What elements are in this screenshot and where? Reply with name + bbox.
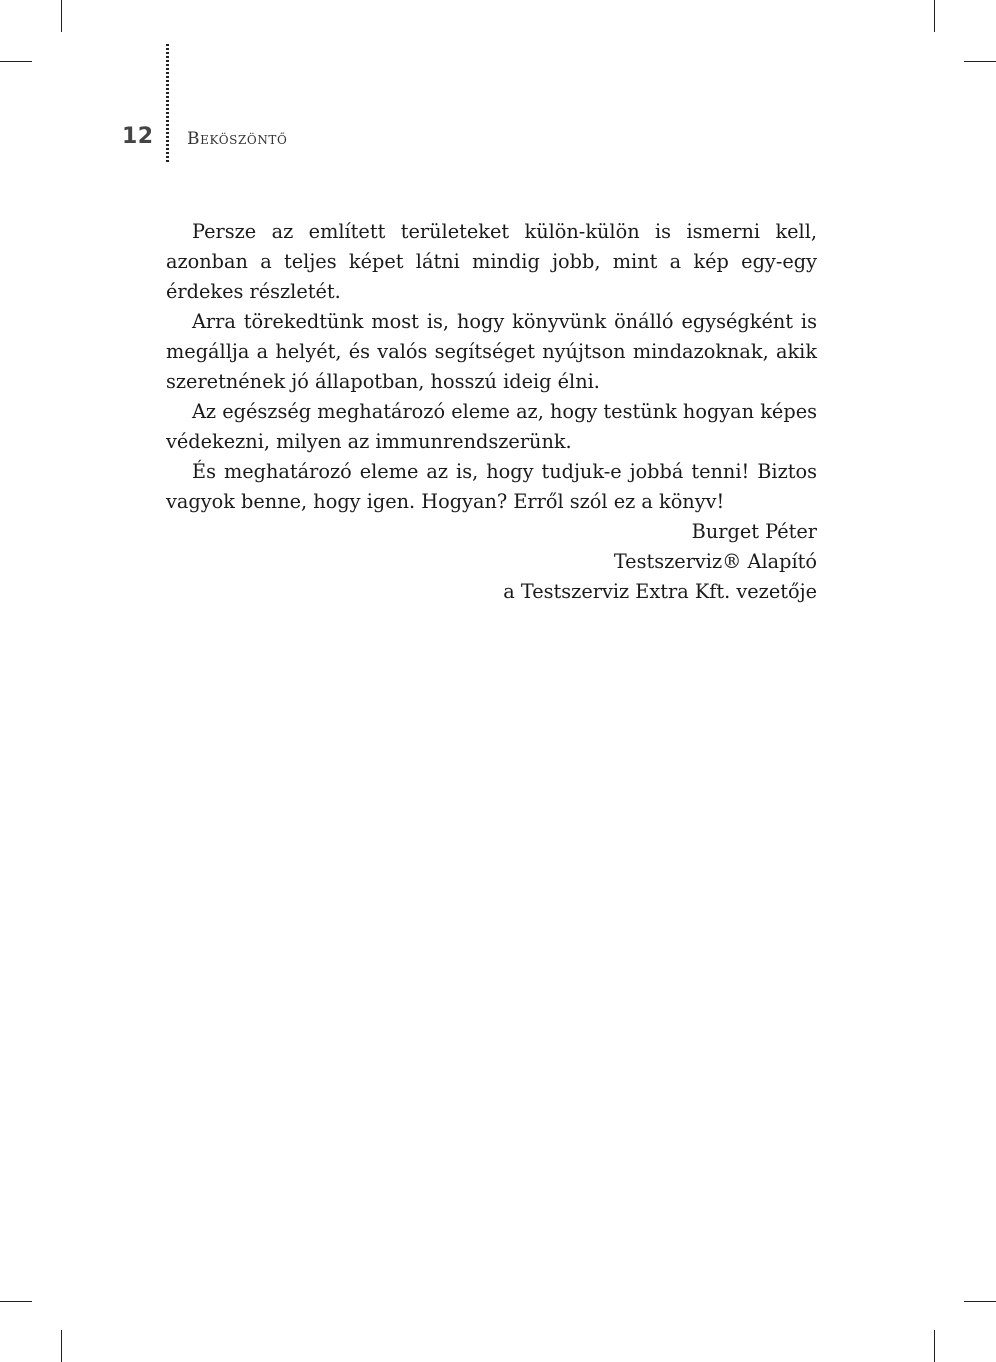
crop-mark-bottom-right (934, 1330, 935, 1362)
crop-mark-left-bottom (0, 1301, 32, 1302)
header-divider (166, 44, 169, 162)
signature-title: Testszerviz® Alapító (613, 550, 817, 573)
crop-mark-top-right (934, 0, 935, 32)
signature-block (166, 517, 817, 607)
crop-mark-left-top (0, 61, 32, 62)
body-text (166, 217, 817, 517)
paragraph: És meghatározó eleme az is, hogy tudjuk-e jobbá tenni! Biztos vagyok benne, hogy igen. Hogyan? Erről szól ez a könyv! (166, 460, 817, 513)
crop-mark-top-left (61, 0, 62, 32)
crop-mark-right-bottom (964, 1301, 996, 1302)
crop-mark-bottom-left (61, 1330, 62, 1362)
crop-mark-right-top (964, 61, 996, 62)
paragraph: Persze az említett területeket külön-külön is ismerni kell, azonban a teljes képet látni mindig jobb, mint a kép egy-egy érdekes részletét. (166, 220, 817, 303)
signature-name: Burget Péter (691, 520, 817, 543)
page-number: 12 (122, 124, 154, 149)
running-title: Beköszöntő (187, 129, 288, 149)
paragraph: Az egészség meghatározó eleme az, hogy testünk hogyan képes védekezni, milyen az immunrendszerünk. (166, 400, 817, 453)
signature-role: a Testszerviz Extra Kft. vezetője (503, 580, 817, 603)
paragraph: Arra törekedtünk most is, hogy könyvünk önálló egységként is megállja a helyét, és valós segítséget nyújtson mindazoknak, akik szeretnének jó állapotban, hosszú ideig élni. (166, 310, 817, 393)
